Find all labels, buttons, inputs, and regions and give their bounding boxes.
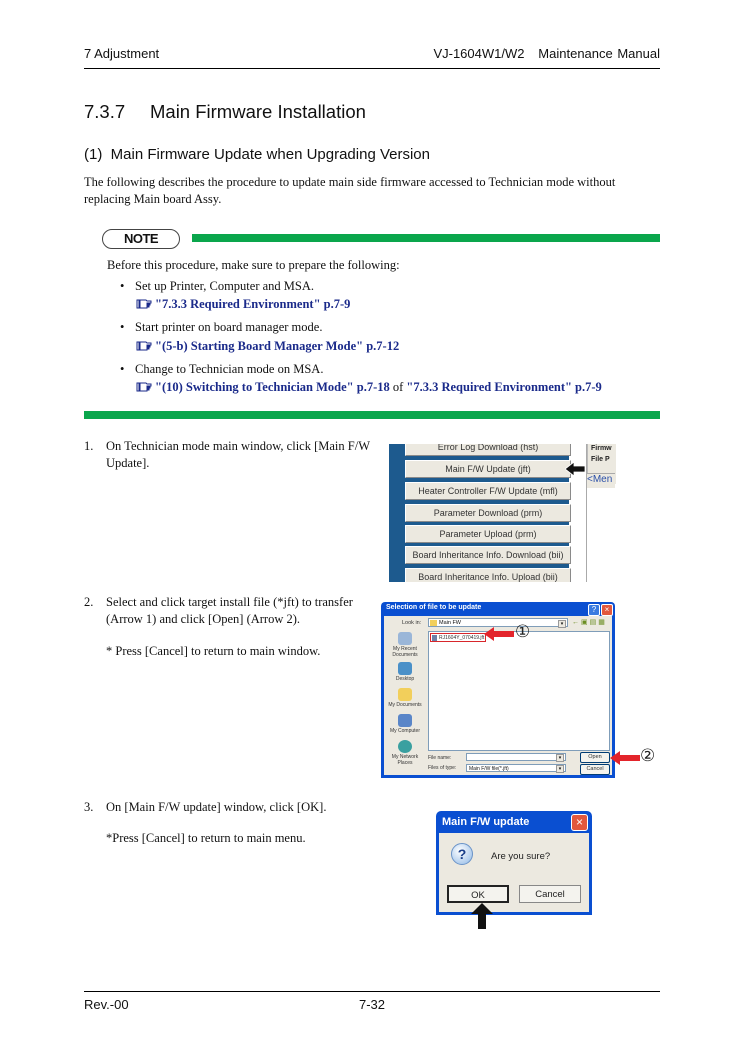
reference-text-secondary[interactable]: "7.3.3 Required Environment" p.7-9: [406, 380, 602, 394]
place-label: Desktop: [395, 676, 415, 682]
places-bar: [386, 632, 424, 772]
close-button[interactable]: ×: [601, 604, 613, 616]
section-title-text: Main Firmware Installation: [150, 101, 366, 122]
note-lead: Before this procedure, make sure to prepare the following:: [107, 258, 400, 272]
place-documents[interactable]: [386, 688, 424, 708]
arrow-left-icon: [565, 461, 585, 477]
step-text: Select and click target install file (*jft) to transfer (Arrow 1) and click [Open] (Arrow 2).: [106, 595, 353, 626]
step-number: 3.: [84, 800, 94, 814]
dialog-message: Are you sure?: [491, 851, 551, 862]
file-name-input[interactable]: [466, 753, 566, 761]
file-name-label: File name:: [428, 755, 452, 761]
note-item-text: Change to Technician mode on MSA.: [135, 362, 324, 376]
section-title: [84, 101, 366, 123]
reference-text: "(5-b) Starting Board Manager Mode" p.7-12: [155, 339, 400, 353]
note-item: • Start printer on board manager mode.: [120, 320, 323, 334]
my-documents-icon: [398, 688, 412, 701]
file-item[interactable]: [430, 633, 486, 642]
step-2: [84, 594, 374, 660]
subsection-title: (1) Main Firmware Update when Upgrading Version: [84, 146, 430, 163]
file-name: RJ1604Y_070419.jft: [439, 635, 485, 641]
footer-revision: Rev.-00: [84, 997, 129, 1012]
close-button[interactable]: ×: [571, 814, 588, 831]
file-type-value: Main F/W file(*.jft): [469, 766, 509, 772]
note-badge: NOTE: [102, 229, 180, 249]
desktop-icon: [398, 662, 412, 675]
note-bar-top: [192, 234, 660, 242]
ok-button[interactable]: OK: [447, 885, 509, 903]
marker-1: ①: [515, 622, 531, 642]
place-label: My Documents: [388, 702, 422, 708]
step-number: 2.: [84, 595, 94, 609]
note-reference-link[interactable]: [136, 380, 602, 395]
chevron-down-icon: ▾: [556, 754, 564, 762]
pointing-hand-icon: [136, 380, 152, 392]
note-reference-link[interactable]: [136, 339, 399, 354]
file-list[interactable]: [428, 631, 610, 751]
pointing-hand-icon: [136, 339, 152, 351]
parameter-download-button[interactable]: Parameter Download (prm): [405, 504, 571, 522]
step-text: On Technician mode main window, click [Main F/W Update].: [106, 439, 370, 470]
footer-page-number: 7-32: [359, 997, 386, 1012]
step-1: [84, 438, 374, 472]
help-button[interactable]: ?: [588, 604, 600, 616]
place-label: My Recent Documents: [392, 646, 418, 658]
step-note: *Press [Cancel] to return to main menu.: [106, 831, 306, 845]
question-icon: ?: [451, 843, 473, 865]
file-icon: [432, 635, 437, 641]
error-log-download-button[interactable]: Error Log Download (hst): [405, 444, 571, 456]
footer-divider: [84, 991, 660, 992]
place-computer[interactable]: [386, 714, 424, 734]
step-number: 1.: [84, 439, 94, 453]
red-arrow-1-icon: [484, 627, 514, 641]
intro-paragraph: The following describes the procedure to update main side firmware accessed to Technician mode without replacing Main board Assy.: [84, 175, 616, 206]
folder-icon: [430, 620, 437, 626]
note-bar-bottom: [84, 411, 660, 419]
heater-controller-fw-update-button[interactable]: Heater Controller F/W Update (mfl): [405, 482, 571, 500]
board-inheritance-upload-button[interactable]: Board Inheritance Info. Upload (bii): [405, 568, 571, 582]
place-network[interactable]: [386, 740, 424, 766]
parameter-upload-button[interactable]: Parameter Upload (prm): [405, 525, 571, 543]
my-computer-icon: [398, 714, 412, 727]
step-note: * Press [Cancel] to return to main window.: [106, 644, 321, 658]
technician-menu-screenshot: [389, 444, 661, 582]
reference-text: "7.3.3 Required Environment" p.7-9: [155, 297, 351, 311]
place-recent[interactable]: [386, 632, 424, 658]
note-item: • Set up Printer, Computer and MSA.: [120, 279, 315, 293]
confirm-dialog: [436, 811, 592, 915]
firmware-label: Firmw: [591, 445, 612, 452]
board-inheritance-download-button[interactable]: Board Inheritance Info. Download (bii): [405, 546, 571, 564]
place-label: My Computer: [389, 728, 420, 734]
look-in-select[interactable]: [428, 618, 568, 627]
file-label: File P: [591, 456, 610, 463]
note-reference-link[interactable]: [136, 297, 350, 312]
header-chapter: 7 Adjustment: [84, 46, 160, 61]
red-arrow-2-icon: [610, 751, 640, 765]
look-in-label: Look in:: [402, 620, 422, 626]
look-in-value: Main FW: [439, 620, 461, 626]
note-item-text: Set up Printer, Computer and MSA.: [135, 279, 315, 293]
arrow-up-icon: [471, 903, 493, 929]
step-3: [84, 799, 374, 847]
place-label: My Network Places: [391, 754, 419, 766]
header-divider: [84, 68, 660, 69]
marker-2: ②: [640, 746, 656, 766]
step-text: On [Main F/W update] window, click [OK].: [106, 800, 327, 814]
cancel-button[interactable]: Cancel: [580, 764, 610, 775]
reference-join: of: [392, 380, 404, 394]
network-places-icon: [398, 740, 412, 753]
open-button[interactable]: Open: [580, 752, 610, 763]
dialog-title: Selection of file to be update: [386, 604, 482, 611]
dialog-body: [439, 833, 589, 912]
chevron-down-icon: ▾: [558, 620, 566, 628]
file-type-select[interactable]: [466, 764, 566, 772]
toolbar-icons[interactable]: ←▣▤▦: [572, 618, 607, 626]
menu-link[interactable]: <Men: [587, 473, 615, 488]
pointing-hand-icon: [136, 297, 152, 309]
place-desktop[interactable]: [386, 662, 424, 682]
chevron-down-icon: ▾: [556, 765, 564, 773]
header-manual-title: VJ-1604W1/W2 Maintenance Manual: [433, 46, 660, 61]
main-fw-update-button[interactable]: Main F/W Update (jft): [405, 460, 571, 478]
file-type-label: Files of type:: [428, 765, 457, 771]
dialog-title: Main F/W update: [442, 816, 530, 828]
reference-text: "(10) Switching to Technician Mode" p.7-18: [155, 380, 390, 394]
recent-documents-icon: [398, 632, 412, 645]
cancel-button[interactable]: Cancel: [519, 885, 581, 903]
note-item: • Change to Technician mode on MSA.: [120, 362, 324, 376]
section-number: 7.3.7: [84, 101, 126, 122]
note-item-text: Start printer on board manager mode.: [135, 320, 323, 334]
